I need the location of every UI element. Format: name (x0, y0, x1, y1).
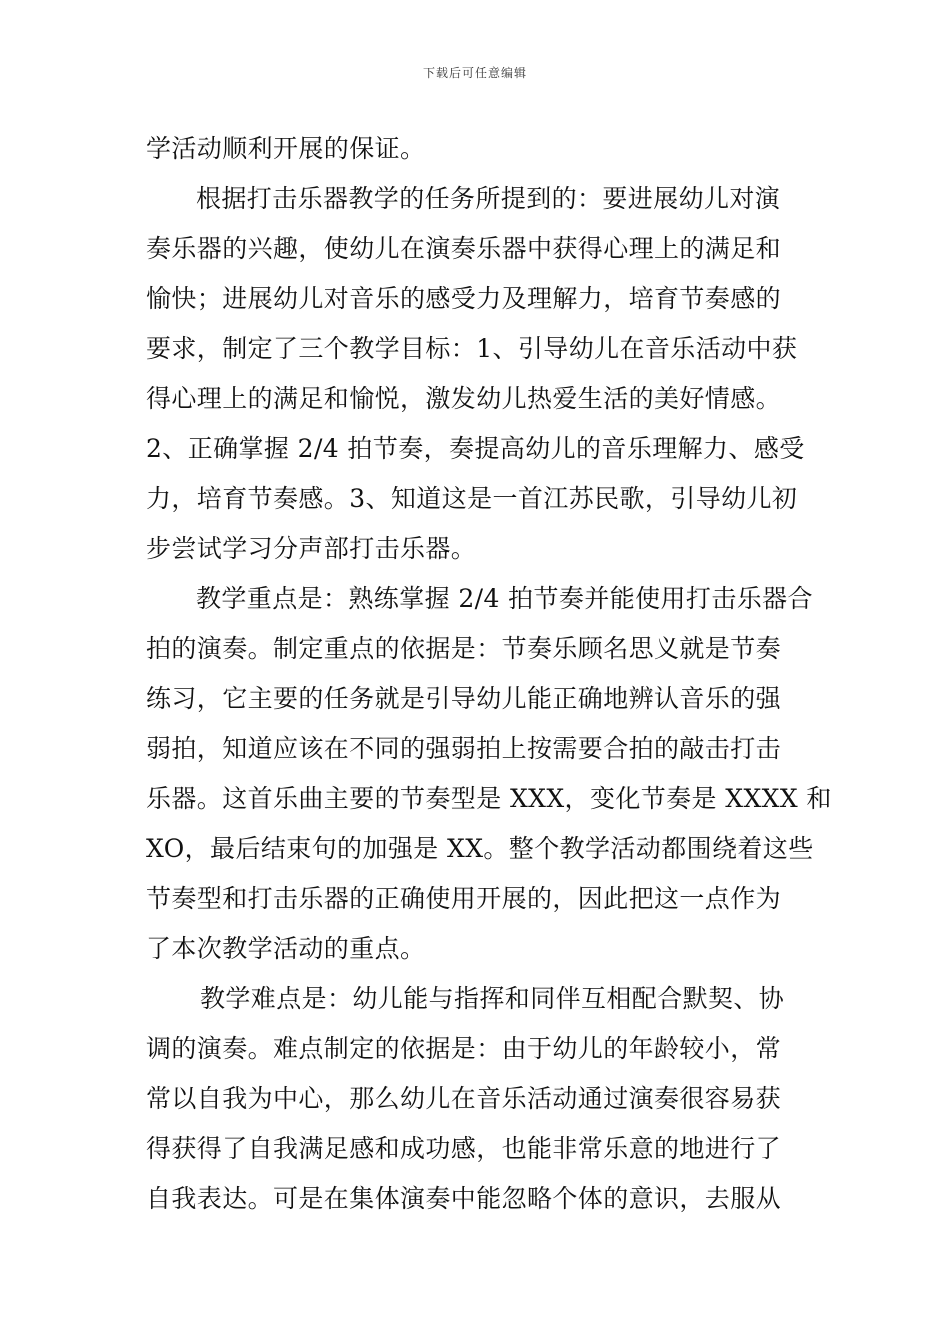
text-line: 要求，制定了三个教学目标：1、引导幼儿在音乐活动中获 (146, 334, 798, 363)
text-line: 弱拍，知道应该在不同的强弱拍上按需要合拍的敲击打击 (146, 734, 782, 763)
page-header: 下载后可任意编辑 (422, 66, 527, 80)
text-line: 拍的演奏。制定重点的依据是：节奏乐顾名思义就是节奏 (146, 634, 782, 663)
text-line: 2、正确掌握 2/4 拍节奏，奏提高幼儿的音乐理解力、感受 (146, 434, 805, 463)
text-line: 节奏型和打击乐器的正确使用开展的，因此把这一点作为 (146, 884, 782, 913)
text-line: 常以自我为中心，那么幼儿在音乐活动通过演奏很容易获 (146, 1084, 782, 1113)
text-line: 教学重点是：熟练掌握 2/4 拍节奏并能使用打击乐器合 (196, 584, 813, 613)
text-line: 调的演奏。难点制定的依据是：由于幼儿的年龄较小，常 (146, 1034, 782, 1063)
text-line: 得心理上的满足和愉悦，激发幼儿热爱生活的美好情感。 (146, 384, 782, 413)
text-line: 力，培育节奏感。3、知道这是一首江苏民歌，引导幼儿初 (146, 484, 798, 513)
text-line: 得获得了自我满足感和成功感，也能非常乐意的地进行了 (146, 1134, 782, 1163)
document-body (146, 124, 832, 1224)
text-line: 步尝试学习分声部打击乐器。 (146, 534, 477, 563)
text-line: 教学难点是：幼儿能与指挥和同伴互相配合默契、协 (200, 984, 785, 1013)
text-line: 愉快；进展幼儿对音乐的感受力及理解力，培育节奏感的 (146, 284, 782, 313)
text-line: 乐器。这首乐曲主要的节奏型是 XXX，变化节奏是 XXXX 和 (146, 784, 832, 813)
text-line: 练习，它主要的任务就是引导幼儿能正确地辨认音乐的强 (146, 684, 782, 713)
text-line: 根据打击乐器教学的任务所提到的：要进展幼儿对演 (196, 184, 781, 213)
text-line: 了本次教学活动的重点。 (146, 934, 426, 963)
text-line: 学活动顺利开展的保证。 (146, 134, 426, 163)
text-line: XO，最后结束句的加强是 XX。整个教学活动都围绕着这些 (146, 834, 814, 863)
text-line: 奏乐器的兴趣，使幼儿在演奏乐器中获得心理上的满足和 (146, 234, 782, 263)
text-line: 自我表达。可是在集体演奏中能忽略个体的意识，去服从 (146, 1184, 782, 1213)
